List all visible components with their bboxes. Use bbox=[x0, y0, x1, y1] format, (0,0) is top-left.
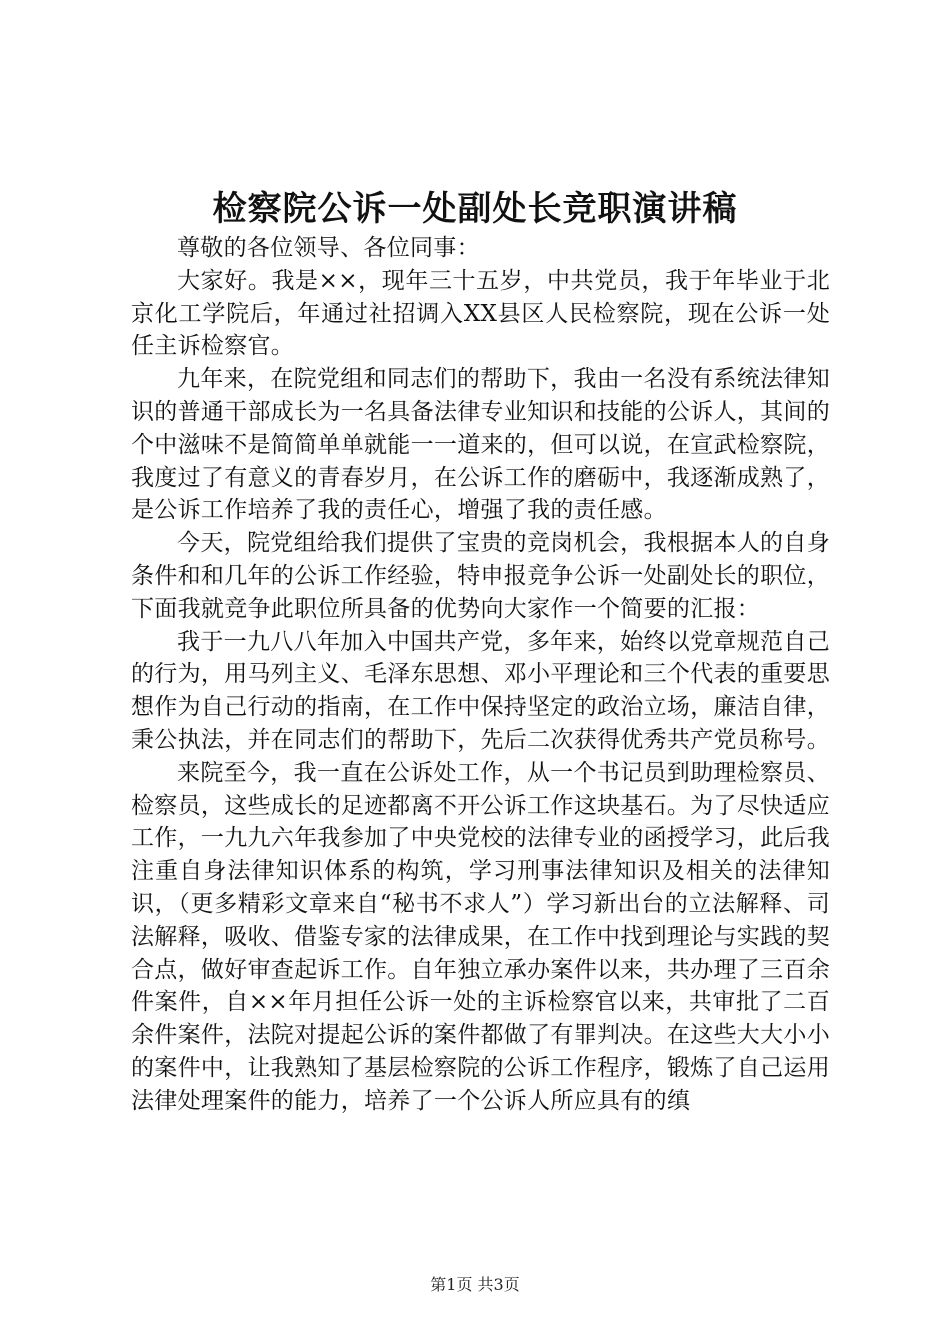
body-paragraph: 我于一九八八年加入中国共产党，多年来，始终以党章规范自己的行为，用马列主义、毛泽东思想、邓小平理论和三个代表的重要思想作为自己行动的指南，在工作中保持坚定的政治立场，廉洁自律，秉公执法，并在同志们的帮助下，先后二次获得优秀共产党员称号。 bbox=[131, 628, 830, 753]
body-paragraph: 九年来，在院党组和同志们的帮助下，我由一名没有系统法律知识的普通干部成长为一名具备法律专业知识和技能的公诉人，其间的个中滋味不是简简单单就能一一道来的，但可以说，在宣武检察院，我度过了有意义的青春岁月，在公诉工作的磨砺中，我逐渐成熟了，是公诉工作培养了我的责任心，增强了我的责任感。 bbox=[131, 366, 830, 524]
document-title: 检察院公诉一处副处长竞职演讲稿 bbox=[212, 189, 738, 229]
document-body bbox=[131, 232, 830, 1118]
page-number-footer: 第1页 共3页 bbox=[430, 1275, 520, 1294]
body-paragraph: 来院至今，我一直在公诉处工作，从一个书记员到助理检察员、检察员，这些成长的足迹都离不开公诉工作这块基石。为了尽快适应工作，一九九六年我参加了中央党校的法律专业的函授学习，此后我注重自身法律知识体系的构筑，学习刑事法律知识及相关的法律知识，（更多精彩文章来自“秘书不求人”）学习新出台的立法解释、司法解释，吸收、借鉴专家的法律成果，在工作中找到理论与实践的契合点，做好审查起诉工作。自年独立承办案件以来，共办理了三百余件案件，自××年月担任公诉一处的主诉检察官以来，共审批了二百余件案件，法院对提起公诉的案件都做了有罪判决。在这些大大小小的案件中，让我熟知了基层检察院的公诉工作程序，锻炼了自己运用法律处理案件的能力，培养了一个公诉人所应具有的缜 bbox=[131, 759, 830, 1114]
salutation-paragraph: 尊敬的各位领导、各位同事： bbox=[177, 235, 480, 261]
body-paragraph: 今天，院党组给我们提供了宝贵的竞岗机会，我根据本人的自身条件和和几年的公诉工作经验，特申报竞争公诉一处副处长的职位，下面我就竞争此职位所具备的优势向大家作一个简要的汇报： bbox=[131, 530, 830, 622]
body-paragraph: 大家好。我是××，现年三十五岁，中共党员，我于年毕业于北京化工学院后，年通过社招调入XX县区人民检察院，现在公诉一处任主诉检察官。 bbox=[131, 267, 830, 360]
